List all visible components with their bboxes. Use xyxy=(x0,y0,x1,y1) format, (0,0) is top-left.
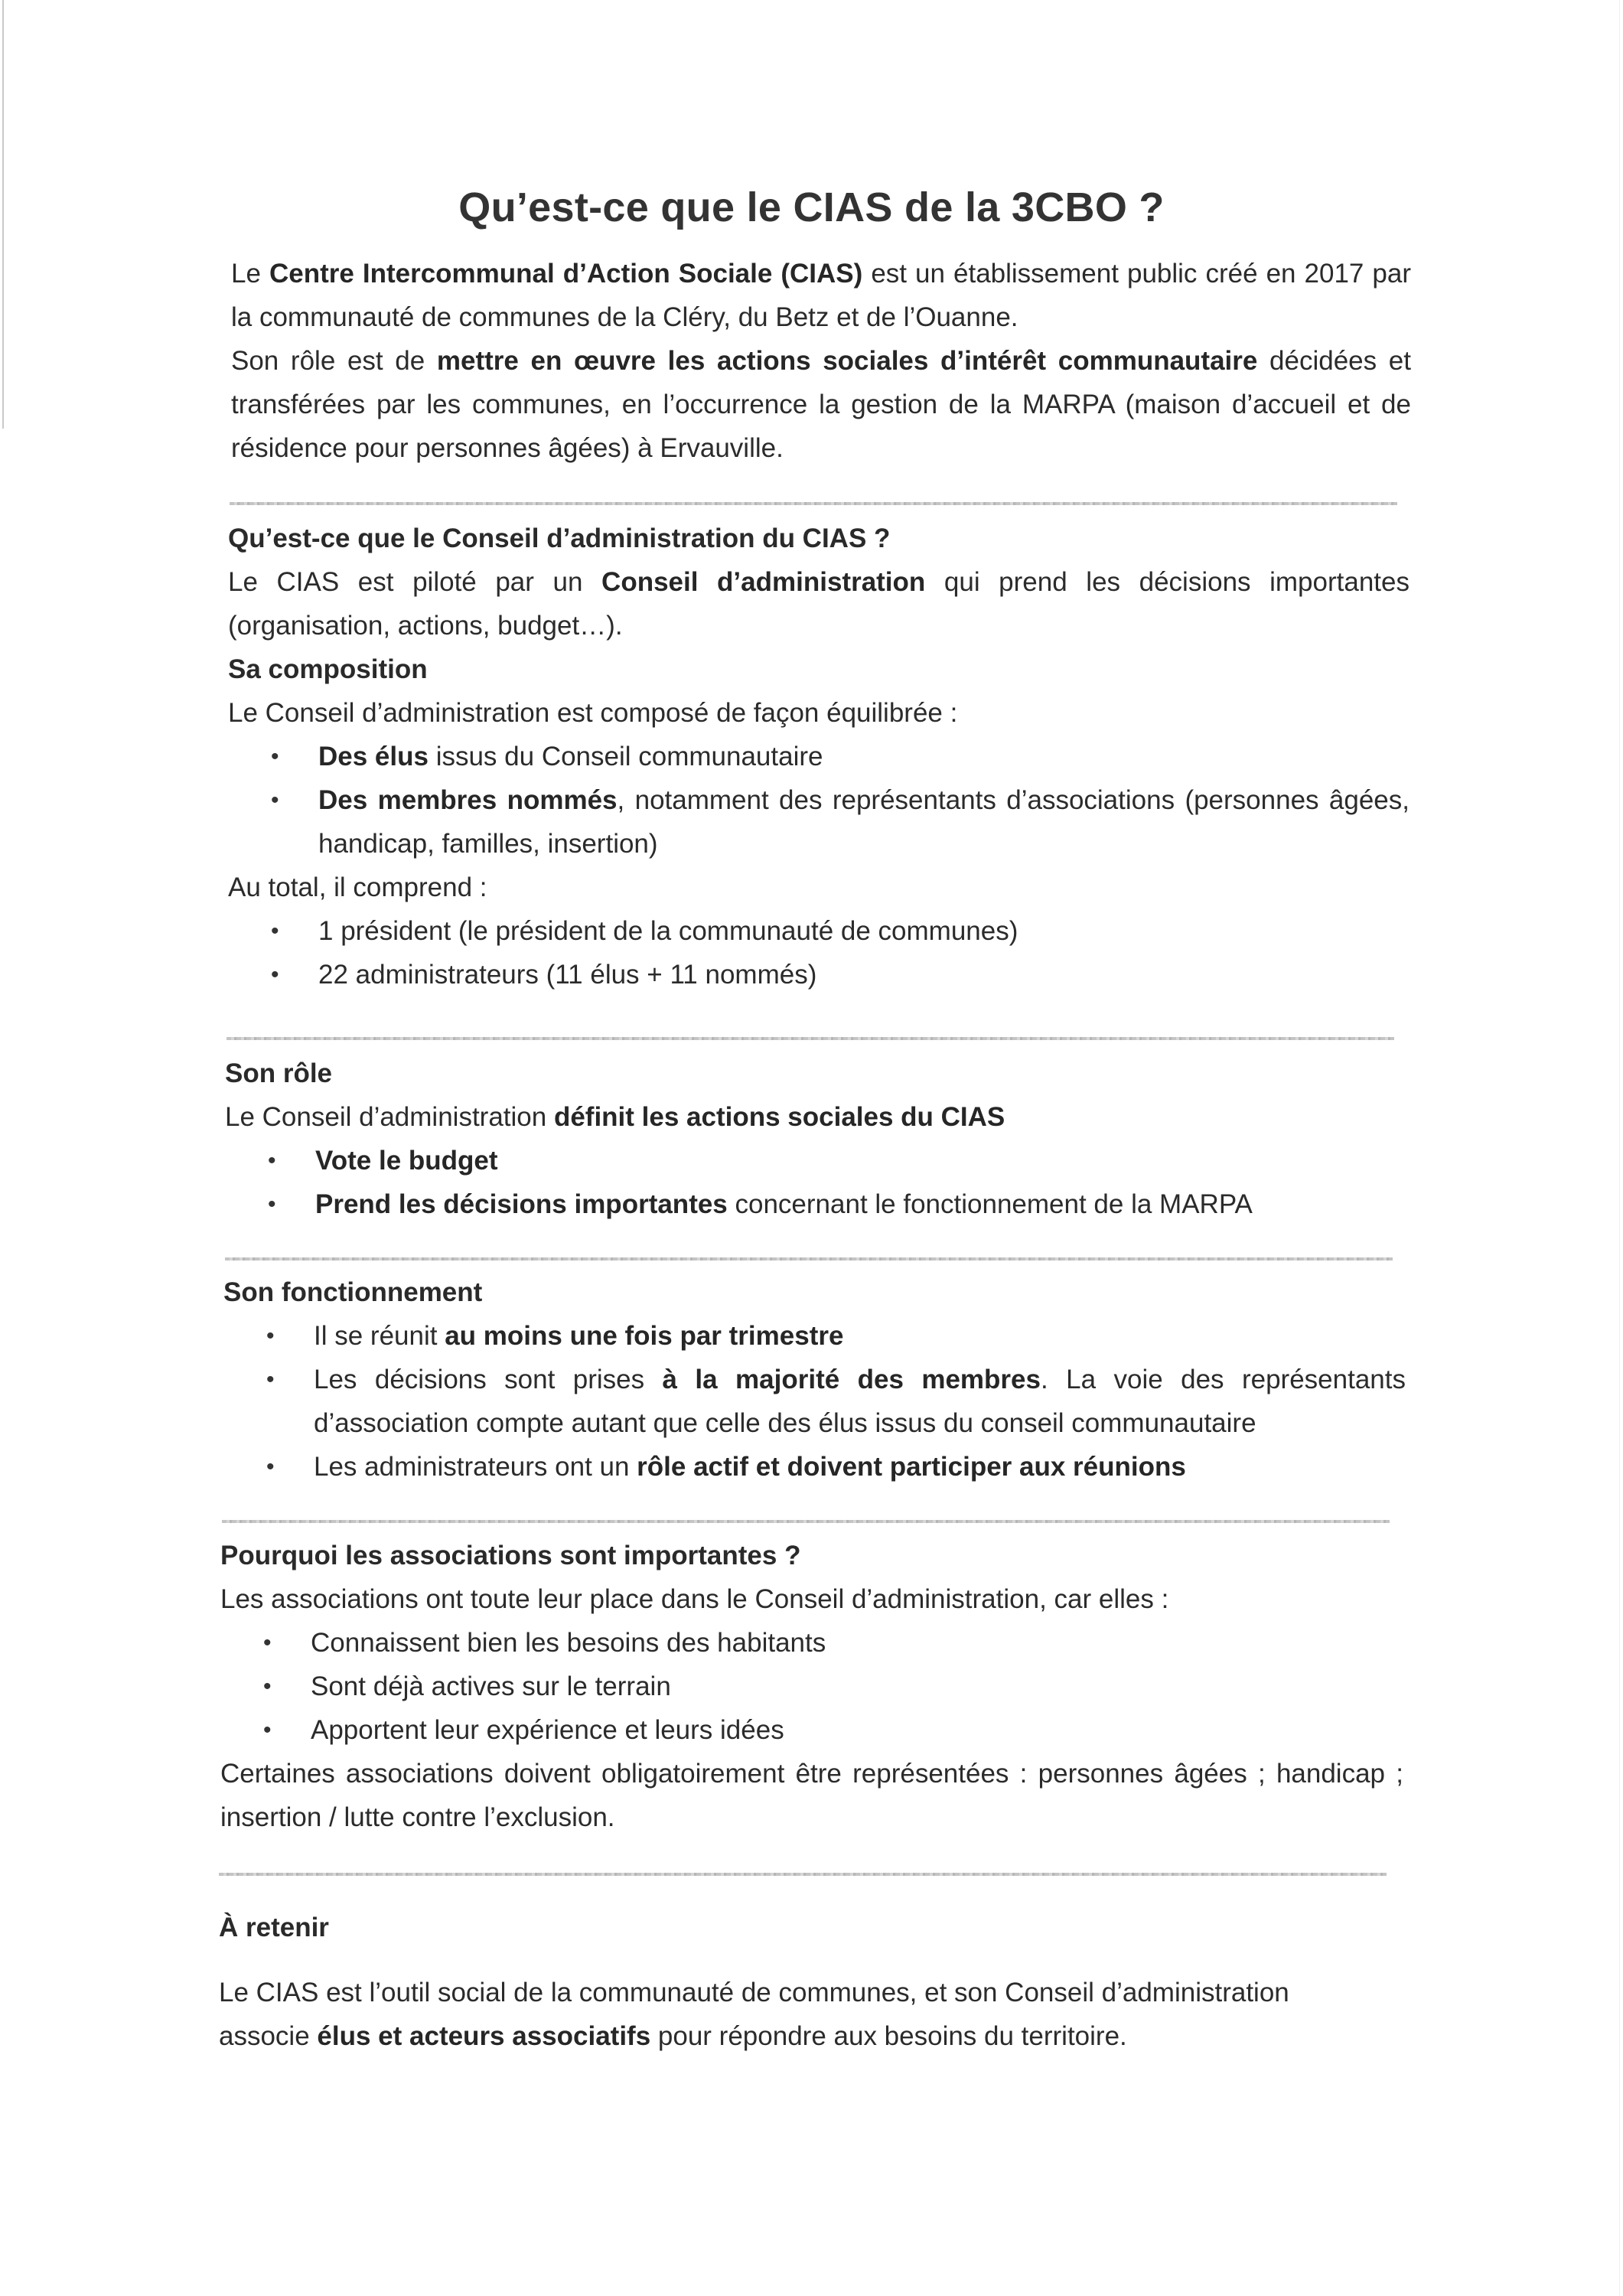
composition-heading: Sa composition xyxy=(228,654,428,684)
list-item: • Des élus issus du Conseil communautaire xyxy=(228,735,1410,778)
bullet-icon: • xyxy=(271,788,279,813)
conseil-paragraph: Le CIAS est piloté par un Conseil d’administration qui prend les décisions importantes (organisation, actions, budget…). xyxy=(228,567,1410,641)
bullet-icon: • xyxy=(263,1674,272,1699)
bullet-icon: • xyxy=(271,918,279,944)
section-divider xyxy=(230,502,1397,505)
section-divider xyxy=(222,1520,1390,1523)
total-list xyxy=(228,909,1410,996)
bullet-icon: • xyxy=(263,1630,272,1655)
list-item: • 1 président (le président de la communauté de communes) xyxy=(228,909,1410,953)
associations-note: Certaines associations doivent obligatoirement être représentées : personnes âgées ; handicap ; insertion / lutte contre l’exclusion. xyxy=(220,1759,1403,1832)
bullet-icon: • xyxy=(266,1454,275,1479)
intro-paragraph-1: Le Centre Intercommunal d’Action Sociale (CIAS) est un établissement public créé en 2017 par la communauté de communes de la Cléry, du Betz et de l’Ouanne. xyxy=(231,259,1412,332)
bullet-icon: • xyxy=(271,744,279,769)
role-section xyxy=(225,1052,1406,1226)
section-divider xyxy=(219,1873,1387,1876)
associations-heading: Pourquoi les associations sont importantes ? xyxy=(220,1541,801,1570)
list-item: • Il se réunit au moins une fois par trimestre xyxy=(223,1314,1406,1358)
composition-intro: Le Conseil d’administration est composé de façon équilibrée : xyxy=(228,698,958,728)
scan-edge-right xyxy=(1619,0,1620,2296)
composition-list xyxy=(228,735,1410,866)
associations-section xyxy=(220,1534,1403,1839)
intro-section xyxy=(231,252,1411,470)
total-intro: Au total, il comprend : xyxy=(228,872,487,902)
fonctionnement-section xyxy=(223,1270,1406,1489)
bullet-icon: • xyxy=(268,1148,276,1173)
list-item: • Des membres nommés, notamment des représentants d’associations (personnes âgées, handicap, familles, insertion) xyxy=(228,778,1410,866)
associations-list xyxy=(220,1621,1403,1752)
role-heading: Son rôle xyxy=(225,1058,333,1088)
retenir-heading: À retenir xyxy=(219,1913,329,1942)
bullet-icon: • xyxy=(268,1192,276,1217)
list-item: • Connaissent bien les besoins des habitants xyxy=(220,1621,1403,1665)
list-item: • 22 administrateurs (11 élus + 11 nommés) xyxy=(228,953,1410,996)
intro-paragraph-2: Son rôle est de mettre en œuvre les actions sociales d’intérêt communautaire décidées et transférées par les communes, en l’occurrence la gestion de la MARPA (maison d’accueil et de résidence pour personnes âgées) à Ervauville. xyxy=(231,346,1411,463)
retenir-paragraph: Le CIAS est l’outil social de la communauté de communes, et son Conseil d’administration associe élus et acteurs associatifs pour répondre aux besoins du territoire. xyxy=(219,1978,1289,2051)
associations-intro: Les associations ont toute leur place dans le Conseil d’administration, car elles : xyxy=(220,1584,1169,1614)
fonctionnement-list xyxy=(223,1314,1406,1489)
list-item: • Les administrateurs ont un rôle actif et doivent participer aux réunions xyxy=(223,1445,1406,1489)
list-item: • Sont déjà actives sur le terrain xyxy=(220,1665,1403,1708)
document-title: Qu’est-ce que le CIAS de la 3CBO ? xyxy=(458,184,1165,231)
bullet-icon: • xyxy=(263,1717,272,1743)
bullet-icon: • xyxy=(271,962,279,987)
conseil-section xyxy=(228,517,1410,996)
section-divider xyxy=(225,1257,1393,1261)
bullet-icon: • xyxy=(266,1367,275,1392)
conseil-heading: Qu’est-ce que le Conseil d’administration du CIAS ? xyxy=(228,523,891,553)
list-item: • Vote le budget xyxy=(225,1139,1406,1182)
bullet-icon: • xyxy=(266,1323,275,1349)
list-item: • Apportent leur expérience et leurs idées xyxy=(220,1708,1403,1752)
cias-full-name: Centre Intercommunal d’Action Sociale (CIAS) xyxy=(269,259,863,289)
fonctionnement-heading: Son fonctionnement xyxy=(223,1277,483,1307)
section-divider xyxy=(227,1037,1394,1040)
list-item: • Prend les décisions importantes concernant le fonctionnement de la MARPA xyxy=(225,1182,1406,1226)
list-item: • Les décisions sont prises à la majorité des membres. La voie des représentants d’association compte autant que celle des élus issus du conseil communautaire xyxy=(223,1358,1406,1445)
role-intro: Le Conseil d’administration définit les actions sociales du CIAS xyxy=(225,1102,1005,1132)
role-list xyxy=(225,1139,1406,1226)
retenir-section xyxy=(219,1906,1367,2058)
